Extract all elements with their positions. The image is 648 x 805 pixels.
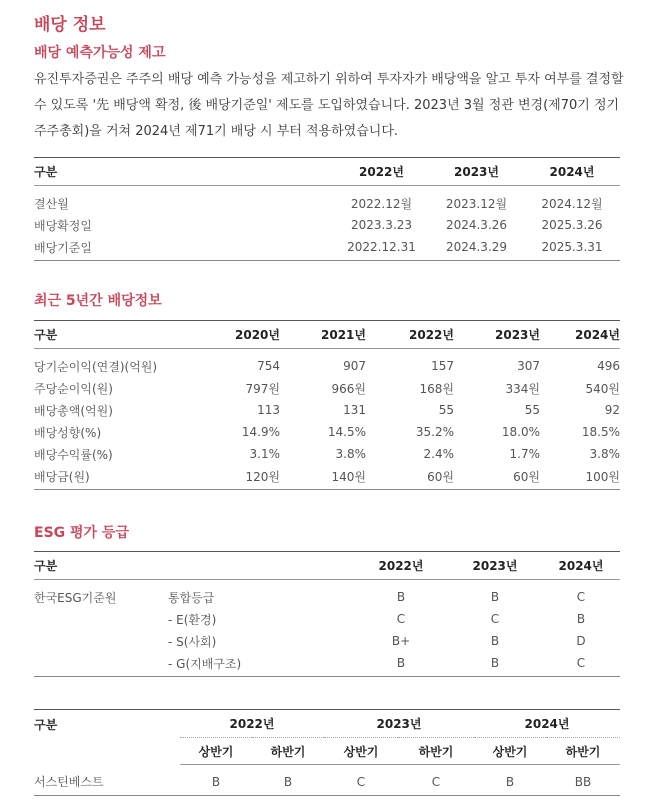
table-row bbox=[34, 443, 620, 465]
intro-paragraph: 유진투자증권은 주주의 배당 예측 가능성을 제고하기 위하여 투자자가 배당액을 알고 투자 여부를 결정할 수 있도록 '先 배당액 확정, 後 배당기준일' 제도를 도입하였습니다. 2023년 3월 정관 변경(제70기 정기주주총회)을 거쳐 2024년 제71기 배당 시 부터 적용하였습니다. bbox=[34, 72, 624, 139]
cell: 18.5% bbox=[581, 425, 620, 439]
cell: 3.8% bbox=[335, 447, 366, 461]
table-row bbox=[34, 652, 620, 677]
cell: 14.5% bbox=[327, 425, 366, 439]
cell: 3.1% bbox=[249, 447, 280, 461]
cell: C bbox=[542, 652, 620, 677]
cell: D bbox=[576, 634, 586, 648]
table-row bbox=[34, 349, 620, 378]
cell: C bbox=[576, 590, 586, 604]
sustinvest-table bbox=[34, 709, 620, 796]
table-row bbox=[34, 186, 620, 215]
cell: 35.2% bbox=[415, 425, 454, 439]
header-cell: 2023년 bbox=[454, 321, 540, 349]
dividend5y-table bbox=[34, 320, 620, 490]
table-header-row bbox=[34, 158, 620, 186]
cell: 2022.12.31 bbox=[334, 236, 429, 261]
esg-title: ESG 평가 등급 bbox=[34, 525, 129, 541]
cell: 2024.3.29 bbox=[429, 236, 524, 261]
grade-category: - G(지배구조) bbox=[168, 652, 354, 677]
header-cell: 2024년 bbox=[540, 321, 620, 349]
header-cell: 2023년 bbox=[448, 552, 542, 580]
cell: 131 bbox=[343, 403, 366, 417]
cell: 60원 bbox=[454, 465, 540, 490]
cell: 797원 bbox=[245, 381, 280, 396]
cell: 754 bbox=[257, 359, 280, 373]
cell: 2025.3.31 bbox=[524, 236, 620, 261]
esg-table bbox=[34, 551, 620, 677]
row-label bbox=[34, 630, 168, 652]
grade-category: - S(사회) bbox=[168, 634, 217, 649]
row-label: 당기순이익(연결)(억원) bbox=[34, 359, 158, 374]
table-row bbox=[34, 608, 620, 630]
cell: B bbox=[252, 765, 324, 796]
cell: BB bbox=[546, 765, 620, 796]
table-row bbox=[34, 580, 620, 609]
header-cell: 2024년 bbox=[474, 710, 620, 738]
header-cell: 2022년 bbox=[334, 158, 429, 186]
subheader-cell: 하반기 bbox=[252, 738, 324, 765]
cell: 100원 bbox=[540, 465, 620, 490]
cell: C bbox=[396, 612, 406, 626]
cell: 907 bbox=[343, 359, 366, 373]
table-row bbox=[34, 399, 620, 421]
cell: 14.9% bbox=[241, 425, 280, 439]
cell: B bbox=[474, 765, 546, 796]
predictability-table bbox=[34, 157, 620, 261]
cell: 2.4% bbox=[423, 447, 454, 461]
cell: C bbox=[324, 765, 398, 796]
grade-category: 통합등급 bbox=[168, 590, 215, 605]
cell: B bbox=[490, 634, 500, 648]
cell: 307 bbox=[517, 359, 540, 373]
header-cell: 2022년 bbox=[354, 552, 448, 580]
header-cell: 구분 bbox=[34, 321, 194, 349]
subheader-cell: 상반기 bbox=[180, 738, 252, 765]
row-label: 한국ESG기준원 bbox=[34, 590, 117, 605]
cell: 92 bbox=[604, 403, 620, 417]
cell: 334원 bbox=[505, 381, 540, 396]
cell: 2025.3.26 bbox=[541, 218, 603, 232]
cell: B bbox=[490, 590, 500, 604]
grade-category: - E(환경) bbox=[168, 612, 217, 627]
subheader-cell: 하반기 bbox=[546, 738, 620, 765]
cell: 157 bbox=[431, 359, 454, 373]
header-cell: 2022년 bbox=[180, 710, 324, 738]
row-label bbox=[34, 652, 168, 677]
header-cell: 2020년 bbox=[194, 321, 280, 349]
cell: 540원 bbox=[585, 381, 620, 396]
subheader-cell: 하반기 bbox=[398, 738, 474, 765]
row-label: 배당성향(%) bbox=[34, 425, 102, 440]
cell: 140원 bbox=[280, 465, 366, 490]
header-cell: 구분 bbox=[34, 158, 334, 186]
header-cell: 2023년 bbox=[429, 158, 524, 186]
header-cell: 2022년 bbox=[366, 321, 454, 349]
subheader-cell: 상반기 bbox=[474, 738, 546, 765]
header-cell: 2021년 bbox=[280, 321, 366, 349]
row-label: 배당총액(억원) bbox=[34, 403, 113, 418]
dividend5y-title: 최근 5년간 배당정보 bbox=[34, 293, 162, 309]
subheader-cell: 상반기 bbox=[324, 738, 398, 765]
cell: C bbox=[490, 612, 500, 626]
table-row bbox=[34, 421, 620, 443]
cell: 60원 bbox=[366, 465, 454, 490]
cell: 496 bbox=[597, 359, 620, 373]
table-row bbox=[34, 377, 620, 399]
cell: 2023.3.23 bbox=[350, 218, 413, 232]
cell: B bbox=[448, 652, 542, 677]
cell: 113 bbox=[257, 403, 280, 417]
table-header-row bbox=[34, 321, 620, 349]
header-cell: 구분 bbox=[34, 710, 180, 765]
row-label: 서스틴베스트 bbox=[34, 765, 180, 796]
table-row bbox=[34, 630, 620, 652]
predictability-subtitle: 배당 예측가능성 제고 bbox=[34, 45, 166, 61]
cell: B bbox=[576, 612, 586, 626]
cell: 966원 bbox=[331, 381, 366, 396]
cell: B+ bbox=[391, 634, 411, 648]
row-label: 결산월 bbox=[34, 196, 69, 211]
table-row bbox=[34, 465, 620, 490]
cell: 2023.12월 bbox=[445, 196, 508, 211]
header-cell: 2023년 bbox=[324, 710, 474, 738]
cell: 2022.12월 bbox=[350, 196, 413, 211]
cell: B bbox=[180, 765, 252, 796]
header-cell: 구분 bbox=[34, 552, 168, 580]
table-header-row bbox=[34, 552, 620, 580]
cell: 1.7% bbox=[509, 447, 540, 461]
table-row bbox=[34, 214, 620, 236]
row-label: 배당기준일 bbox=[34, 236, 334, 261]
row-label: 배당수익률(%) bbox=[34, 447, 113, 462]
row-label: 주당순이익(원) bbox=[34, 381, 113, 396]
cell: B bbox=[396, 590, 406, 604]
cell: 3.8% bbox=[589, 447, 620, 461]
cell: C bbox=[398, 765, 474, 796]
row-label: 배당금(원) bbox=[34, 465, 194, 490]
table-row bbox=[34, 236, 620, 261]
cell: 120원 bbox=[194, 465, 280, 490]
table-header-row bbox=[34, 710, 620, 738]
cell: 2024.12월 bbox=[541, 196, 603, 211]
page-title: 배당 정보 bbox=[34, 15, 106, 35]
cell: B bbox=[354, 652, 448, 677]
table-row bbox=[34, 765, 620, 796]
cell: 55 bbox=[438, 403, 454, 417]
row-label bbox=[34, 608, 168, 630]
cell: 168원 bbox=[419, 381, 454, 396]
cell: 18.0% bbox=[501, 425, 540, 439]
cell: 55 bbox=[524, 403, 540, 417]
header-cell bbox=[168, 552, 354, 580]
cell: 2024.3.26 bbox=[445, 218, 508, 232]
header-cell: 2024년 bbox=[542, 552, 620, 580]
row-label: 배당확정일 bbox=[34, 218, 92, 233]
header-cell: 2024년 bbox=[524, 158, 620, 186]
